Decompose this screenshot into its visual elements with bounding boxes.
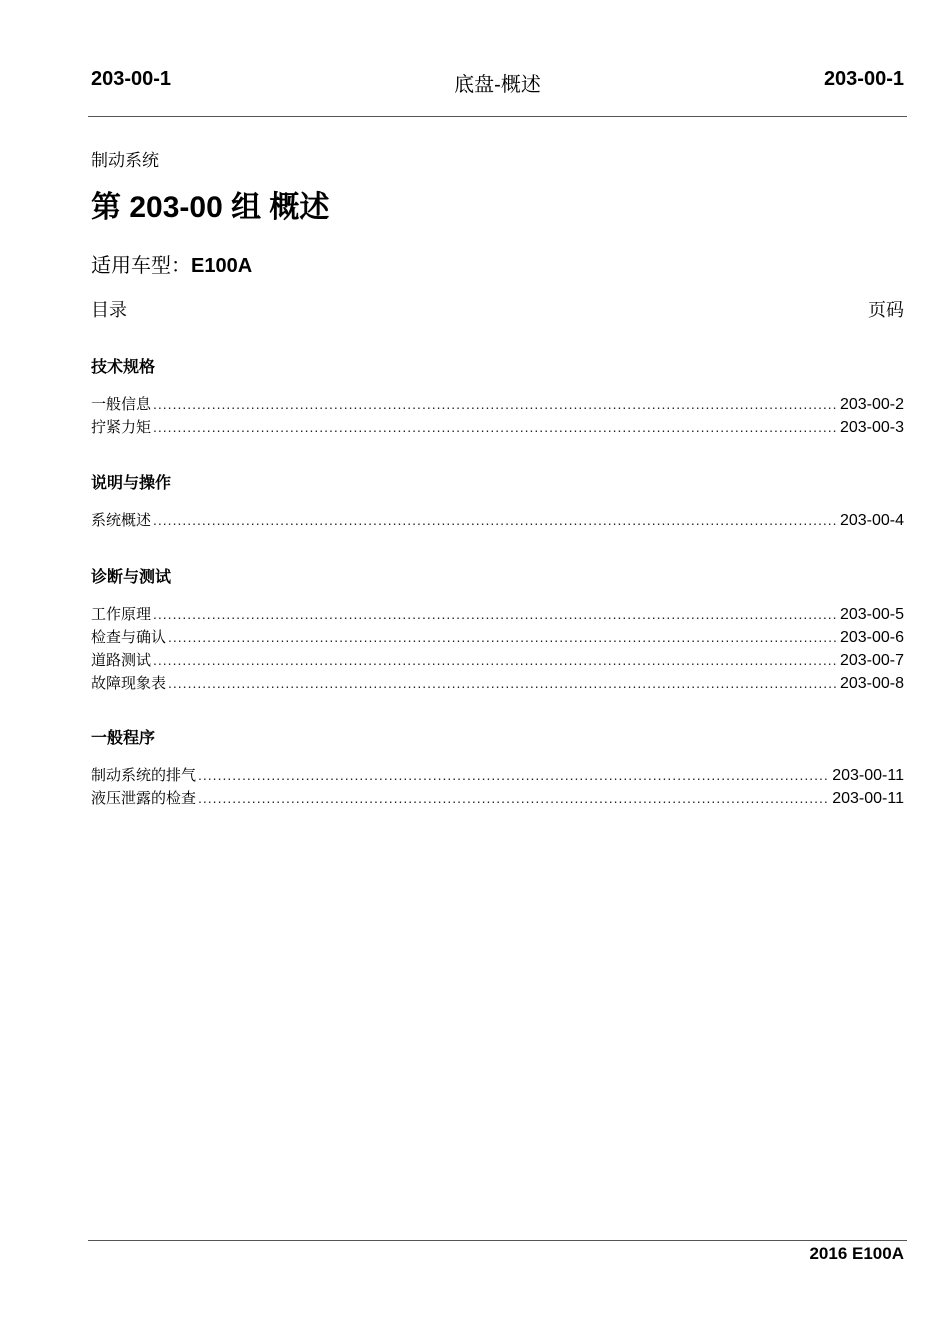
toc-entry-page: 203-00-4 [839, 512, 904, 529]
toc-leader-dots [153, 419, 838, 435]
toc-heading-page: 页码 [868, 300, 904, 321]
toc-entry-page: 203-00-2 [839, 396, 904, 413]
footer-edition: 2016 E100A [809, 1244, 904, 1263]
toc-group-title: 说明与操作 [91, 475, 172, 492]
toc-entry-name: 工作原理 [91, 605, 152, 623]
toc-entry-name: 制动系统的排气 [91, 766, 197, 784]
chapter-title: 第 203-00 组 概述 [91, 191, 330, 224]
toc-entry[interactable] [91, 509, 904, 532]
applicable-model-line [91, 249, 252, 278]
toc-entry[interactable] [91, 672, 904, 695]
toc-group-title: 技术规格 [91, 359, 156, 376]
toc-entry-name: 液压泄露的检查 [91, 789, 197, 807]
toc-group-title: 一般程序 [91, 730, 156, 747]
toc-entry[interactable] [91, 787, 904, 810]
toc-leader-dots [168, 629, 838, 645]
toc-group [91, 354, 904, 439]
toc-leader-dots [153, 512, 838, 528]
toc-entry-name: 故障现象表 [91, 674, 167, 692]
toc-entry-name: 检查与确认 [91, 628, 167, 646]
applicable-label: 适用车型： [91, 255, 191, 277]
header-page-code-left: 203-00-1 [91, 68, 172, 90]
toc-entry-page: 203-00-6 [839, 629, 904, 646]
header-title: 底盘-概述 [454, 74, 541, 96]
section-label: 制动系统 [91, 151, 159, 170]
toc-heading-contents: 目录 [91, 300, 127, 321]
header-divider [88, 116, 907, 117]
toc-entry-page: 203-00-3 [839, 419, 904, 436]
toc-leader-dots [198, 767, 830, 783]
toc-entry[interactable] [91, 626, 904, 649]
applicable-model: E100A [191, 255, 253, 277]
toc-group [91, 725, 904, 810]
toc-entry[interactable] [91, 393, 904, 416]
toc-group [91, 470, 904, 532]
toc-heading-row [91, 296, 904, 322]
toc-leader-dots [198, 790, 830, 806]
toc-entry-page: 203-00-11 [832, 767, 904, 784]
header-page-code-right: 203-00-1 [823, 68, 904, 90]
toc-entry-page: 203-00-7 [839, 652, 904, 669]
toc-entry[interactable] [91, 649, 904, 672]
toc-leader-dots [153, 652, 838, 668]
page-header [91, 68, 904, 98]
toc-leader-dots [153, 606, 838, 622]
toc-entry-name: 道路测试 [91, 651, 152, 669]
toc-leader-dots [153, 396, 838, 412]
toc-entry[interactable] [91, 416, 904, 439]
toc-entry-name: 一般信息 [91, 395, 152, 413]
toc-entry[interactable] [91, 603, 904, 626]
toc-entry-name: 系统概述 [91, 511, 152, 529]
toc-entry-page: 203-00-8 [839, 675, 904, 692]
toc-entry-page: 203-00-11 [832, 790, 904, 807]
toc-group-title: 诊断与测试 [91, 569, 172, 586]
toc-entry-name: 拧紧力矩 [91, 418, 152, 436]
toc-entry-page: 203-00-5 [839, 606, 904, 623]
footer-divider [88, 1240, 907, 1241]
toc-entry[interactable] [91, 764, 904, 787]
toc-leader-dots [168, 675, 838, 691]
toc-group [91, 564, 904, 695]
